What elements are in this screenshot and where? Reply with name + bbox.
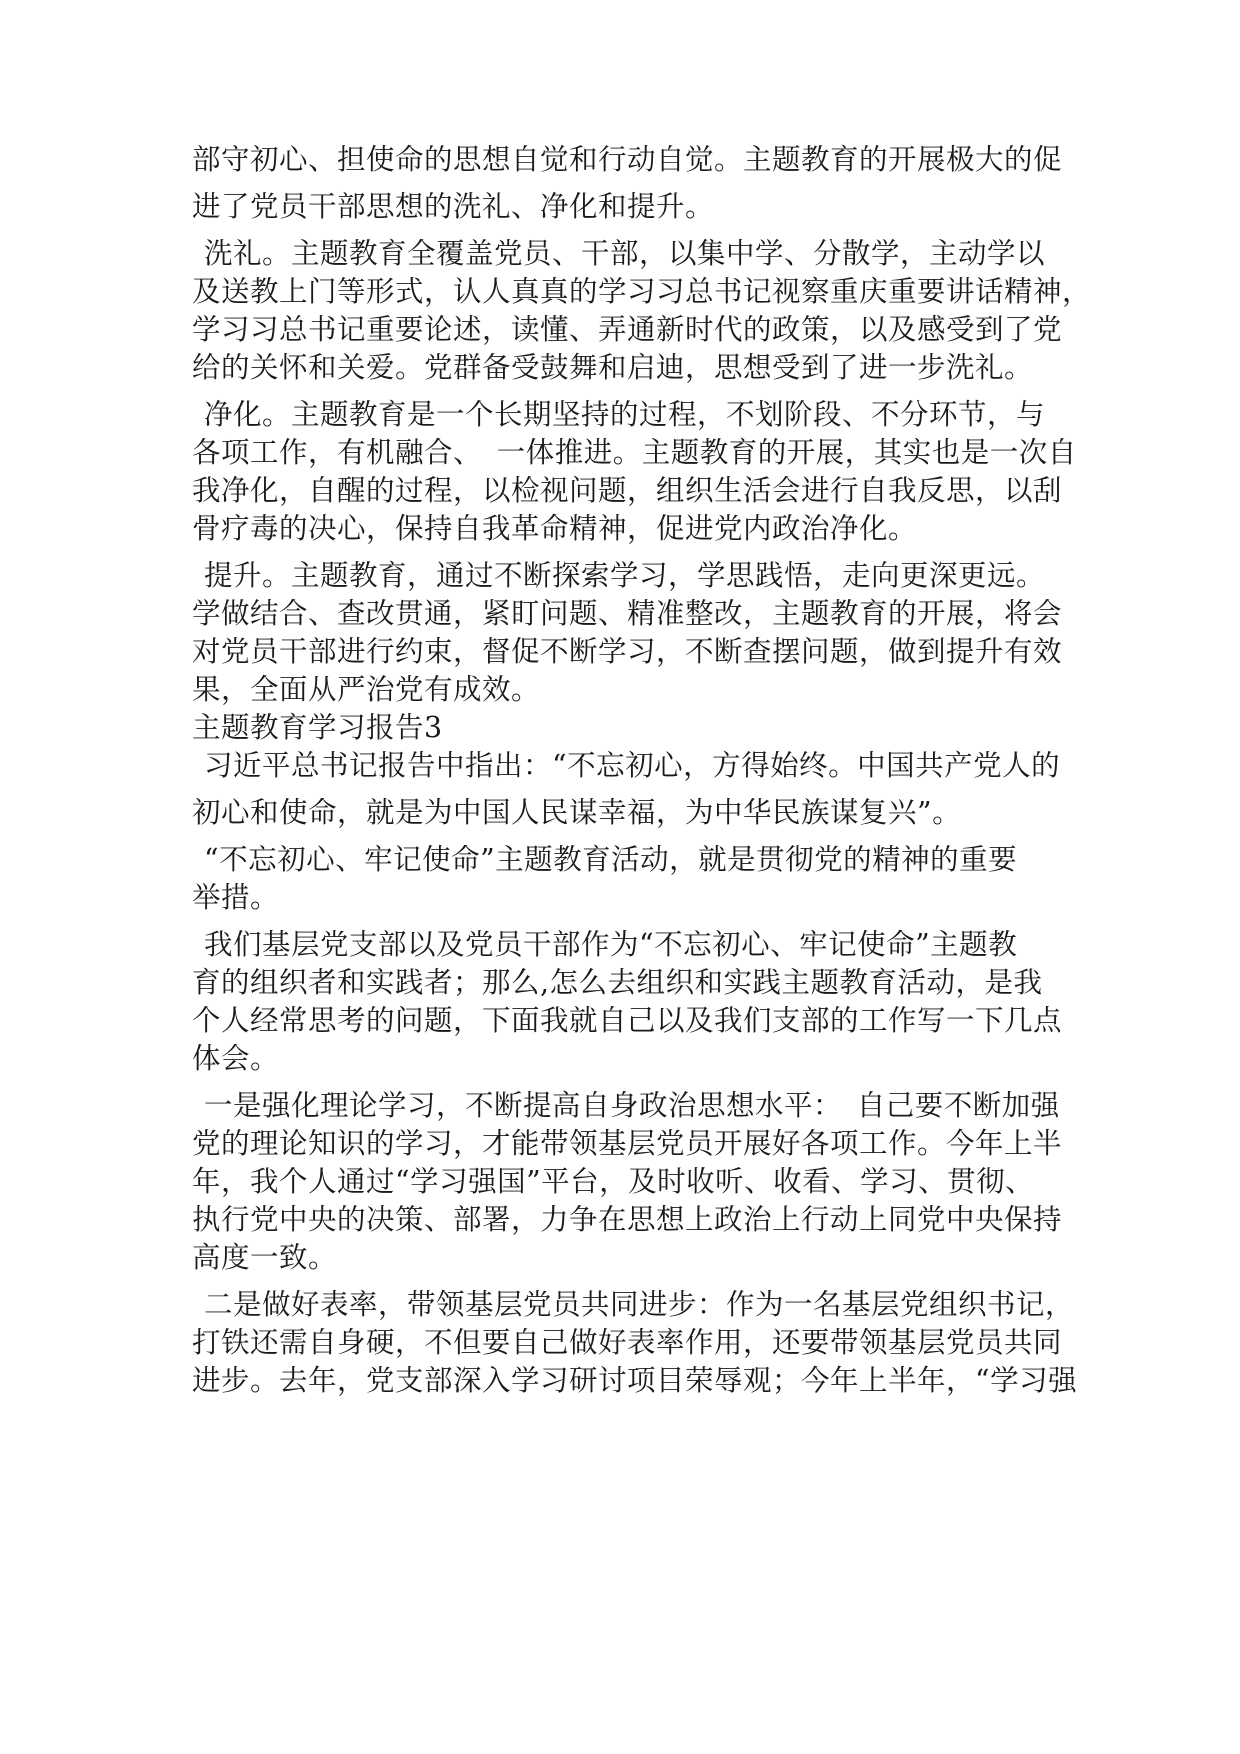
text-line: 部守初心、担使命的思想自觉和行动自觉。主题教育的开展极大的促 <box>192 143 1063 176</box>
paragraph-jinghua-start: 净化。主题教育是一个长期坚持的过程，不划阶段、不分环节，与 <box>204 398 1046 431</box>
text-line: 举措。 <box>192 881 280 914</box>
text-line: 学习习总书记重要论述，读懂、弄通新时代的政策，以及感受到了党 <box>192 313 1063 346</box>
text-line: 骨疗毒的决心，保持自我革命精神，促进党内政治净化。 <box>192 512 918 545</box>
text-line: 学做结合、查改贯通，紧盯问题、精准整改，主题教育的开展，将会 <box>192 597 1063 630</box>
paragraph-xili-start: 洗礼。主题教育全覆盖党员、干部，以集中学、分散学，主动学以 <box>204 237 1046 270</box>
text-line: 对党员干部进行约束，督促不断学习，不断查摆问题，做到提升有效 <box>192 635 1063 668</box>
text-line: 打铁还需自身硬，不但要自己做好表率作用，还要带领基层党员共同 <box>192 1326 1063 1359</box>
text-line: 各项工作，有机融合、 一体推进。主题教育的开展，其实也是一次自 <box>192 436 1077 469</box>
text-line: 进步。去年，党支部深入学习研讨项目荣辱观；今年上半年，“学习强 <box>192 1364 1078 1397</box>
text-line: 我净化，自醒的过程，以检视问题，组织生活会进行自我反思，以刮 <box>192 474 1063 507</box>
text-line: 个人经常思考的问题，下面我就自己以及我们支部的工作写一下几点 <box>192 1004 1063 1037</box>
paragraph-point-one-start: 一是强化理论学习，不断提高自身政治思想水平： 自己要不断加强 <box>204 1089 1060 1122</box>
text-line: 党的理论知识的学习，才能带领基层党员开展好各项工作。今年上半 <box>192 1127 1063 1160</box>
paragraph-branch-start: 我们基层党支部以及党员干部作为“不忘初心、牢记使命”主题教 <box>204 928 1018 961</box>
paragraph-activity-start: “不忘初心、牢记使命”主题教育活动，就是贯彻党的精神的重要 <box>204 843 1018 876</box>
paragraph-tisheng-start: 提升。主题教育，通过不断探索学习，学思践悟，走向更深更远。 <box>204 559 1046 592</box>
text-line: 体会。 <box>192 1042 280 1075</box>
text-line: 给的关怀和关爱。党群备受鼓舞和启迪，思想受到了进一步洗礼。 <box>192 351 1034 384</box>
text-line: 果，全面从严治党有成效。 <box>192 673 541 706</box>
text-line: 年，我个人通过“学习强国”平台，及时收听、收看、学习、贯彻、 <box>192 1165 1035 1198</box>
text-line: 初心和使命，就是为中国人民谋幸福，为中华民族谋复兴”。 <box>192 796 962 829</box>
paragraph-point-two-start: 二是做好表率，带领基层党员共同进步：作为一名基层党组织书记， <box>204 1288 1075 1321</box>
text-line: 进了党员干部思想的洗礼、净化和提升。 <box>192 190 715 223</box>
document-body <box>192 141 1092 1400</box>
paragraph-quote-start: 习近平总书记报告中指出：“不忘初心，方得始终。中国共产党人的 <box>204 749 1061 782</box>
section-heading: 主题教育学习报告3 <box>192 711 443 744</box>
text-line: 及送教上门等形式，认人真真的学习习总书记视察重庆重要讲话精神， <box>192 275 1092 308</box>
text-line: 高度一致。 <box>192 1241 338 1274</box>
text-line: 育的组织者和实践者；那么,怎么去组织和实践主题教育活动，是我 <box>192 966 1043 999</box>
text-line: 执行党中央的决策、部署，力争在思想上政治上行动上同党中央保持 <box>192 1203 1063 1236</box>
